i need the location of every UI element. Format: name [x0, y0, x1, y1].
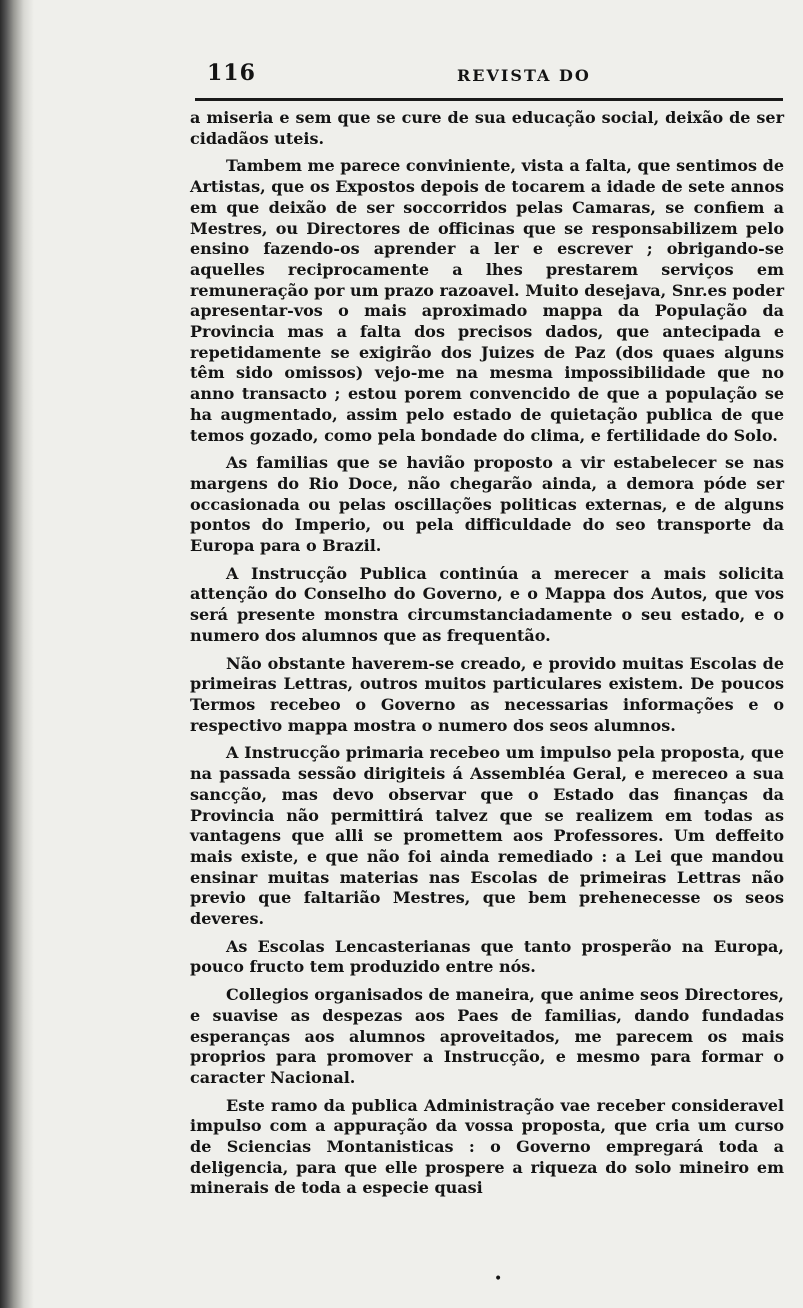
paragraph: Collegios organisados de maneira, que anime seos Directores, e suavise as despezas aos Paes de familias, dando fundadas esperanças aos alumnos aproveitados, me parecem os mais proprios para promover a Instrucção, e mesmo para formar o caracter Nacional.	[190, 985, 784, 1087]
paragraph: A Instrucção Publica continúa a merecer a mais solicita attenção do Conselho do Governo, e o Mappa dos Autos, que vos será presente monstra circumstanciadamente o seu estado, e o numero dos alumnos que as frequentão.	[190, 563, 784, 645]
page-header	[195, 56, 780, 96]
page-number: 116	[207, 60, 256, 86]
paragraph: As familias que se havião proposto a vir estabelecer se nas margens do Rio Doce, não chegarão ainda, a demora póde ser occasionada ou pelas oscillações politicas externas, e de alguns pontos do Imperio, ou pela difficuldade do seo transporte da Europa para o Brazil.	[190, 453, 784, 556]
paragraph: Tambem me parece conviniente, vista a falta, que sentimos de Artistas, que os Expostos depois de tocarem a idade de sete annos em que deixão de ser soccorridos pelas Camaras, se confiem a Mestres, ou Directores de officinas que se responsabilizem pelo ensino fazendo-os aprender a ler e escrever ; obrigando-se aquelles reciprocamente a lhes prestarem serviços em remuneração por um prazo razoavel. Muito desejava, Snr.es poder apresentar-vos o mais aproximado mappa da População da Provincia mas a falta dos precisos dados, que antecipada e repetidamente se exigirão dos Juizes de Paz (dos quaes alguns têm sido omissos) vejo-me na mesma impossibilidade que no anno transacto ; estou porem convencido de que a população se ha augmentado, assim pelo estado de quietação publica de que temos gozado, como pela bondade do clima, e fertilidade do Solo.	[190, 156, 784, 445]
paragraph: A Instrucção primaria recebeo um impulso pela proposta, que na passada sessão dirigiteis á Assembléa Geral, e mereceo a sua sancção, mas devo observar que o Estado das finanças da Provincia não permittirá talvez que se realizem em todas as vantagens que alli se promettem aos Professores. Um deffeito mais existe, e que não foi ainda remediado : a Lei que mandou ensinar muitas materias nas Escolas de primeiras Lettras não previo que faltarião Mestres, que bem prehenecesse os seos deveres.	[190, 743, 784, 929]
footer-mark: •	[494, 1271, 503, 1287]
body-text	[190, 108, 784, 1199]
paragraph: Este ramo da publica Administração vae receber consideravel impulso com a appuração da vossa proposta, que cria um curso de Sciencias Montanisticas : o Governo empregará toda a deligencia, para que elle prospere a riqueza do solo mineiro em minerais de toda a especie quasi	[190, 1095, 784, 1198]
running-head: REVISTA DO	[457, 66, 591, 85]
paragraph: a miseria e sem que se cure de sua educação social, deixão de ser cidadãos uteis.	[190, 108, 784, 148]
paragraph: As Escolas Lencasterianas que tanto prosperão na Europa, pouco fructo tem produzido entre nós.	[190, 936, 784, 977]
header-rule	[195, 98, 783, 101]
paragraph: Não obstante haverem-se creado, e provido muitas Escolas de primeiras Lettras, outros muitos particulares existem. De poucos Termos recebeo o Governo as necessarias informações e o respectivo mappa mostra o numero dos seos alumnos.	[190, 653, 784, 735]
page-binding-shadow	[0, 0, 34, 1308]
